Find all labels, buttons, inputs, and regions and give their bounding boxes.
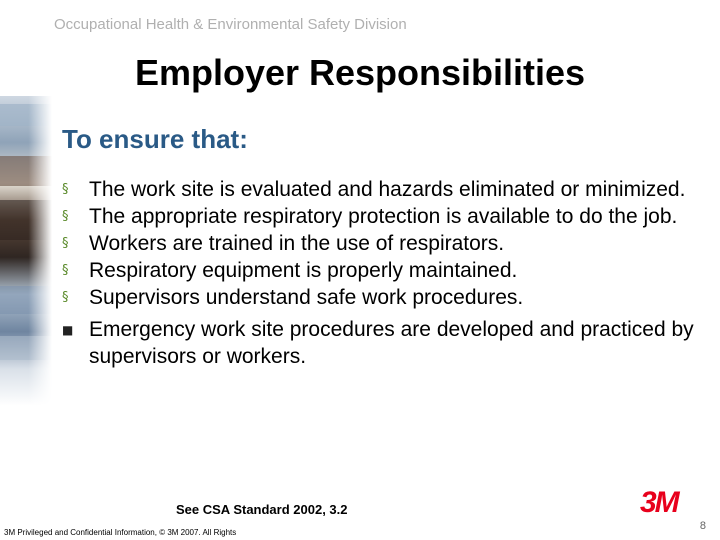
list-item [62,284,712,311]
list-item-text: Workers are trained in the use of respirators. [89,232,505,255]
square-bullet-icon: ■ [62,323,74,337]
footer-legal-notice: 3M Privileged and Confidential Information, © 3M 2007. All Rights [4,528,237,537]
division-header: Occupational Health & Environmental Safety Division [54,16,407,33]
list-item [62,230,712,257]
list-item [62,257,712,284]
bullet-marker-icon: § [62,236,69,251]
bullet-marker-icon: § [62,290,69,305]
list-item-text: Emergency work site procedures are developed and practiced by supervisors or workers. [89,318,694,368]
list-item [62,316,712,370]
standard-reference: See CSA Standard 2002, 3.2 [176,502,348,517]
slide-subtitle: To ensure that: [62,124,248,154]
page-number: 8 [699,520,706,532]
bullet-marker-icon: § [62,263,69,278]
list-item-text: The work site is evaluated and hazards eliminated or minimized. [89,178,686,201]
list-item-text: The appropriate respiratory protection is available to do the job. [89,205,678,228]
bullet-marker-icon: § [62,209,69,224]
list-item [62,203,712,230]
list-item-text: Supervisors understand safe work procedures. [89,286,524,309]
bullet-marker-icon: § [62,182,69,197]
responsibility-list [62,176,712,370]
3m-logo: 3M [640,486,678,519]
list-item-text: Respiratory equipment is properly maintained. [89,259,518,282]
list-item [62,176,712,203]
page-title: Employer Responsibilities [134,52,586,93]
decorative-photo-strip [0,96,52,406]
